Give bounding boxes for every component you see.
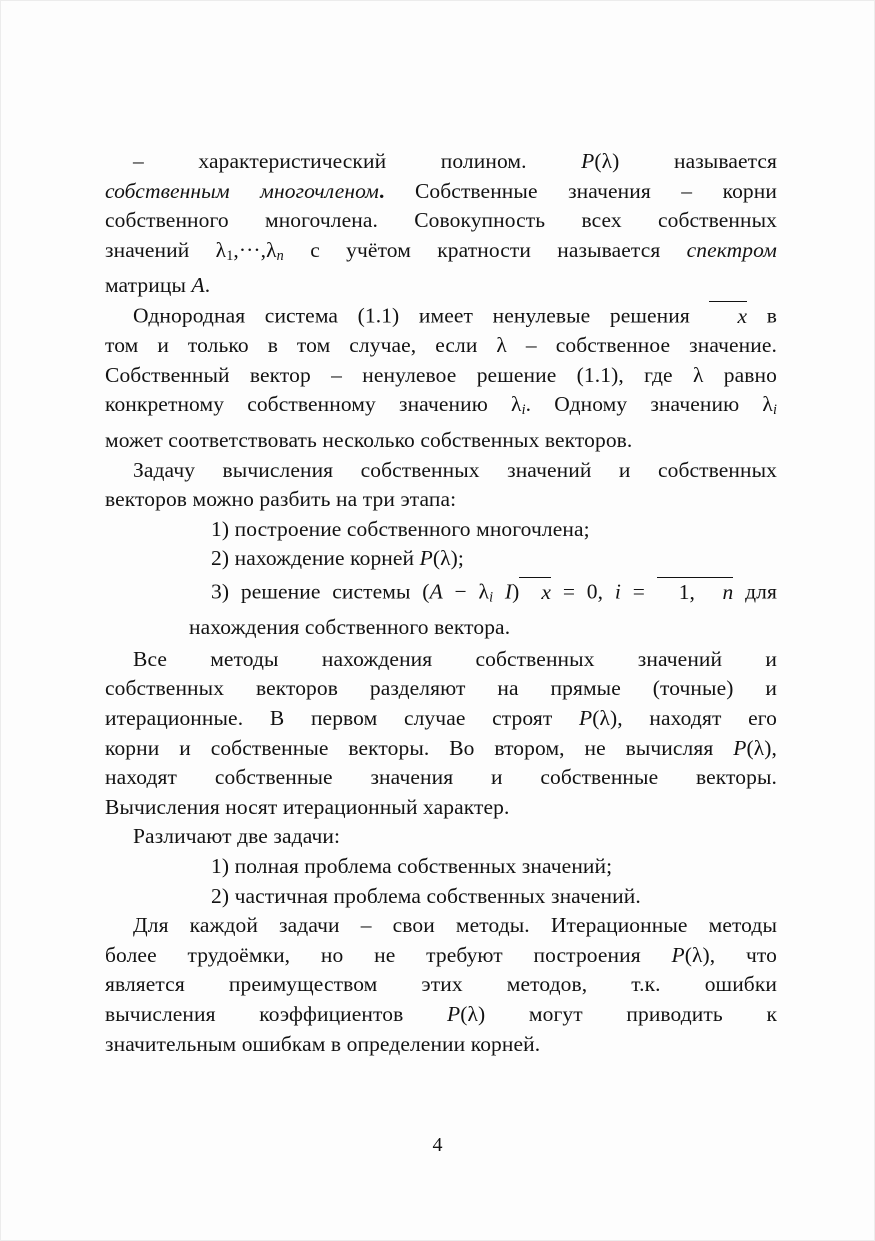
list-item [105, 852, 777, 882]
subscript: i [489, 589, 494, 606]
text-line [105, 822, 777, 852]
text-run: = [620, 579, 657, 604]
text-run: P [733, 735, 747, 760]
subscript: 1 [226, 247, 234, 264]
overlined-term: x [519, 577, 551, 603]
text-run: собственных векторов разделяют на прямые (точные) и [105, 676, 777, 701]
text-line [105, 426, 777, 456]
text-line [105, 1030, 777, 1060]
text-run: Собственный вектор – ненулевое решение (1.1), где λ равно [105, 362, 777, 387]
text-run: ,···,λ [233, 237, 277, 262]
text-run: . Одному значению λ [525, 392, 773, 417]
text-run: 1) полная проблема собственных значений; [211, 853, 613, 878]
text-line [105, 734, 777, 764]
text-run: = 0, [551, 579, 615, 604]
text-run: вычисления коэффициентов [105, 1001, 447, 1026]
text-run: P [447, 1001, 461, 1026]
text-line [105, 177, 777, 207]
text-run: итерационные. В первом случае строят [105, 706, 579, 731]
text-line [211, 882, 777, 912]
paragraph [105, 822, 777, 852]
overlined-term: x [709, 301, 747, 327]
text-run: конкретному собственному значению λ [105, 392, 522, 417]
text-line [105, 236, 777, 272]
text-run: нахождения собственного вектора. [189, 615, 511, 640]
text-run: (λ) могут приводить к [460, 1001, 777, 1026]
text-run: Собственные значения – корни [384, 178, 777, 203]
text-run: Задачу вычисления собственных значений и собственных [133, 457, 777, 482]
text-run: находят собственные значения и собственные векторы. [105, 765, 777, 790]
text-run: 2) нахождение корней [211, 546, 420, 571]
page-number: 4 [432, 1134, 443, 1156]
text-run: 2) частичная проблема собственных значений. [211, 883, 641, 908]
text-run: том и только в том случае, если λ – собственное значение. [105, 333, 777, 358]
text-line [105, 793, 777, 823]
text-run [493, 580, 505, 604]
text-run: векторов можно разбить на три этапа: [105, 487, 457, 512]
paragraph [105, 645, 777, 823]
overlined-term: 1, [657, 577, 701, 603]
text-run: I [504, 579, 513, 604]
text-run: (λ), [746, 735, 777, 760]
text-line [189, 613, 777, 643]
text-run: 3) решение системы ( [211, 579, 430, 604]
text-line [105, 763, 777, 793]
text-run: P [581, 149, 595, 173]
subscript: n [276, 247, 284, 264]
text-run: P [578, 706, 593, 731]
text-line [105, 301, 777, 331]
text-line [211, 852, 777, 882]
text-line [105, 1000, 777, 1030]
text-run: 1) построение собственного многочлена; [211, 516, 590, 541]
text-run: матрицы [105, 273, 192, 298]
text-line [211, 515, 777, 545]
text-run: с учётом кратности называется [283, 237, 687, 262]
text-run: Однородная система (1.1) имеет ненулевые решения [133, 303, 710, 328]
text-run: Все методы нахождения собственных значений и [133, 646, 777, 671]
text-run: − λ [442, 579, 490, 604]
text-run: более трудоёмки, но не требуют построения [105, 942, 672, 967]
text-line [105, 206, 777, 236]
text-run: в [747, 303, 777, 328]
text-run: (λ), что [684, 942, 777, 967]
text-line [105, 645, 777, 675]
text-run: – характеристический полином. [133, 149, 582, 173]
text-line [105, 970, 777, 1000]
text-line [105, 456, 777, 486]
text-run: . [379, 178, 385, 203]
text-run: спектром [686, 237, 777, 262]
text-run: для [733, 579, 777, 604]
text-line [105, 361, 777, 391]
text-line [105, 331, 777, 361]
paragraph [105, 301, 777, 456]
paragraph [105, 456, 777, 515]
text-run: . [204, 273, 211, 298]
paragraph [105, 911, 777, 1059]
text-run: значений λ [105, 237, 227, 262]
text-run: P [419, 546, 433, 571]
text-line [211, 544, 777, 574]
subscript: i [772, 402, 777, 419]
text-run: (λ), находят его [592, 706, 777, 731]
list-item [105, 882, 777, 912]
page-content [105, 147, 777, 1059]
text-run: ) [512, 579, 520, 604]
text-run: A [429, 579, 443, 604]
text-run: i [614, 579, 621, 604]
text-line [189, 577, 777, 613]
list-item [105, 544, 777, 574]
text-run: корни и собственные векторы. Во втором, не вычисляя [105, 735, 734, 760]
text-line [105, 674, 777, 704]
text-line [105, 271, 777, 301]
text-line [105, 941, 777, 971]
text-line [105, 390, 777, 426]
text-run: Вычисления носят итерационный характер. [105, 794, 510, 819]
text-run: является преимуществом этих методов, т.к. ошибки [105, 972, 777, 997]
subscript: i [521, 402, 526, 419]
text-run: A [191, 273, 205, 298]
text-line [105, 704, 777, 734]
paragraph [105, 147, 777, 301]
text-line [105, 147, 777, 177]
text-run: (λ); [432, 546, 464, 571]
text-line [105, 485, 777, 515]
text-run: Различают две задачи: [133, 824, 341, 849]
text-run: Для каждой задачи – свои методы. Итерационные методы [133, 913, 777, 938]
list-item [105, 515, 777, 545]
text-run: собственного многочлена. Совокупность всех собственных [105, 208, 777, 233]
overlined-term: n [701, 577, 734, 603]
text-run: может соответствовать несколько собственных векторов. [105, 428, 633, 453]
text-run: (λ) называется [594, 149, 777, 173]
list-item [105, 577, 777, 643]
text-line [105, 911, 777, 941]
text-run: P [671, 942, 685, 967]
text-run: значительным ошибкам в определении корней. [105, 1031, 541, 1056]
text-run: собственным многочленом [105, 178, 379, 203]
